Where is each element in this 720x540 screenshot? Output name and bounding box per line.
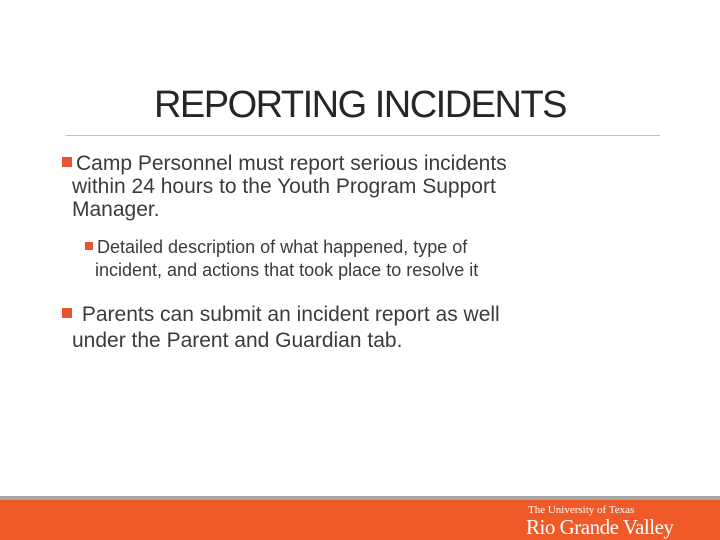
sub-bullet-description <box>85 236 645 282</box>
title-divider <box>66 135 660 136</box>
bullet-text-line: Parents can submit an incident report as well <box>76 303 500 326</box>
bullet-text-line: Manager. <box>72 198 160 221</box>
bullet-report-requirement <box>62 152 642 221</box>
bullet-text-line: within 24 hours to the Youth Program Support <box>72 175 496 198</box>
bullet-text-line: incident, and actions that took place to resolve it <box>95 260 479 280</box>
slide-title: REPORTING INCIDENTS <box>153 84 567 126</box>
square-bullet-icon <box>62 157 72 167</box>
bullet-text-line: under the Parent and Guardian tab. <box>72 329 403 352</box>
square-bullet-icon <box>85 242 93 250</box>
bullet-text-line: Camp Personnel must report serious incidents <box>76 152 507 175</box>
university-logo-line2: Rio Grande Valley <box>526 515 674 539</box>
bullet-text-line: Detailed description of what happened, type of <box>97 237 468 257</box>
university-logo-line1: The University of Texas <box>528 504 635 516</box>
square-bullet-icon <box>62 308 72 318</box>
bullet-parents-report <box>62 302 642 354</box>
